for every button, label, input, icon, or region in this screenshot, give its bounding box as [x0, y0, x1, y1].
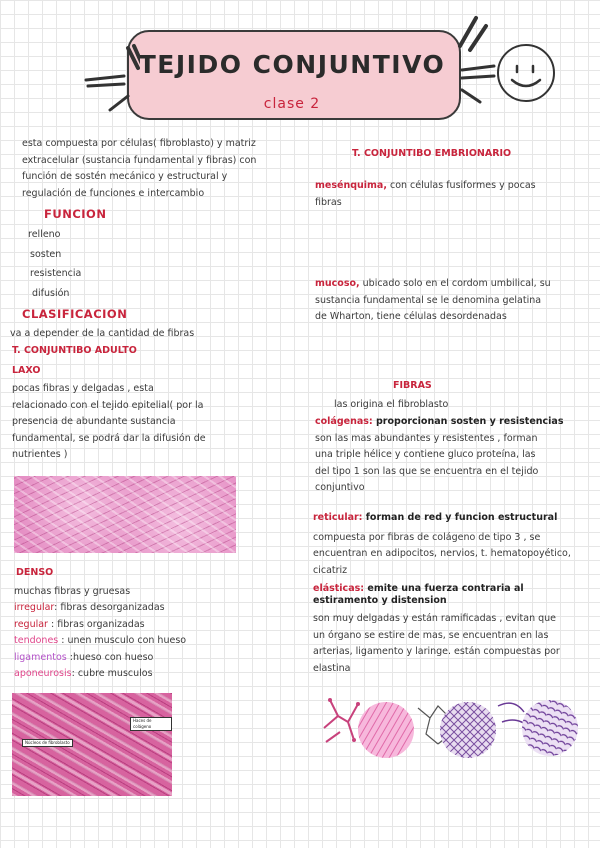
denso-list [14, 600, 186, 683]
elasticas-summary: emite una fuerza contraria al [364, 583, 524, 594]
funcion-item: difusión [32, 287, 70, 299]
embrionario-heading: T. CONJUNTIBO EMBRIONARIO [352, 148, 512, 159]
reticular-block [313, 510, 600, 579]
reticular-line: encuentran en adipocitos, nervios, t. hematopoyético, [313, 548, 571, 559]
intro-line: regulación de funciones e intercambio [22, 187, 205, 199]
mesenquima-line: fibras [315, 196, 342, 208]
laxo-line: nutrientes ) [12, 449, 68, 460]
page-subtitle: clase 2 [263, 96, 321, 112]
reticular-line: compuesta por fibras de colágeno de tipo 3 , se [313, 531, 541, 543]
funcion-heading: FUNCION [44, 207, 107, 221]
fiber-types-illustration [318, 688, 588, 768]
adulto-heading: T. CONJUNTIBO ADULTO [12, 345, 137, 356]
denso-desc: :hueso con hueso [66, 651, 154, 663]
denso-term: irregular [14, 602, 55, 613]
denso-item [14, 650, 186, 667]
denso-item [14, 633, 186, 650]
denso-desc: : cubre musculos [71, 668, 153, 679]
colagenas-line: del tipo 1 son las que se encuentra en el tejido [315, 465, 539, 477]
mucoso-line: sustancia fundamental se le denomina gelatina [315, 294, 542, 306]
funcion-item: resistencia [30, 268, 82, 279]
mucoso-desc: ubicado solo en el cordom umbilical, su [359, 278, 551, 289]
intro-line: función de sostén mecánico y estructural y [22, 171, 228, 182]
denso-term: aponeurosis [14, 668, 72, 679]
reticular-title [313, 510, 600, 527]
denso-term: regular [14, 618, 48, 630]
mucoso-line: de Wharton, tiene células desordenadas [315, 311, 507, 322]
loose-tissue-micrograph [14, 476, 236, 553]
smiley-face-icon [495, 42, 557, 104]
emphasis-lines-left-icon [80, 40, 140, 120]
denso-heading: DENSO [16, 567, 54, 578]
elasticas-line: son muy delgadas y están ramificadas , evitan que [313, 613, 557, 624]
fibras-origin: las origina el fibroblasto [334, 399, 449, 410]
reticular-summary: forman de red y funcion estructural [362, 512, 558, 523]
denso-desc: : unen musculo con hueso [58, 635, 187, 646]
funcion-list [28, 225, 81, 303]
elasticas-summary-2: estiramento y distension [313, 595, 447, 606]
laxo-line: relacionado con el tejido epitelial( por la [12, 399, 204, 411]
intro-line: esta compuesta por células( fibroblasto) y matriz [22, 138, 256, 149]
colagenas-line: son las mas abundantes y resistentes , forman [315, 432, 538, 444]
colagenas-title [315, 414, 600, 431]
colagenas-block [315, 414, 600, 497]
laxo-text [12, 381, 252, 464]
intro-line: extracelular (sustancia fundamental y fibras) con [22, 154, 257, 166]
elasticas-line: arterias, ligamento y laringe. están compuestas por [313, 646, 560, 657]
reticular-line: cicatriz [313, 564, 348, 576]
colagenas-line: conjuntivo [315, 482, 365, 493]
denso-item [14, 600, 186, 617]
mesenquima-desc: con células fusiformes y pocas [386, 180, 536, 191]
clasificacion-heading: CLASIFICACION [22, 307, 128, 321]
colagenas-summary: proporcionan sosten y resistencias [372, 416, 564, 427]
funcion-item: sosten [30, 248, 62, 260]
colagenas-line: una triple hélice y contiene gluco proteína, las [315, 449, 536, 460]
denso-term: ligamentos [14, 651, 67, 663]
laxo-heading: LAXO [12, 365, 41, 376]
elasticas-line: elastina [313, 662, 351, 674]
elasticas-term: elásticas: [313, 583, 365, 594]
micro-label: Núcleos de fibroblasto [22, 739, 73, 747]
dense-tissue-micrograph [12, 693, 172, 796]
laxo-line: fundamental, se podrá dar la difusión de [12, 432, 206, 444]
funcion-item: relleno [28, 229, 61, 240]
reticular-term: reticular: [313, 512, 363, 523]
denso-item [14, 617, 186, 634]
clasificacion-line: va a depender de la cantidad de fibras [10, 328, 195, 339]
mesenquima-text [315, 178, 585, 211]
micro-label: Haces de colágeno [130, 717, 172, 731]
denso-line: muchas fibras y gruesas [14, 586, 131, 597]
mesenquima-term: mesénquima, [315, 180, 387, 191]
page-title: TEJIDO CONJUNTIVO [138, 50, 446, 79]
laxo-line: presencia de abundante sustancia [12, 416, 176, 427]
denso-desc: : fibras organizadas [47, 618, 145, 630]
denso-item [14, 666, 186, 683]
elasticas-block [313, 583, 600, 677]
mucoso-text [315, 276, 595, 326]
denso-desc: : fibras desorganizadas [54, 602, 165, 613]
laxo-line: pocas fibras y delgadas , esta [12, 383, 154, 394]
intro-text [22, 136, 312, 202]
colagenas-term: colágenas: [315, 416, 373, 427]
mesenquima-line [315, 178, 585, 195]
fibras-heading: FIBRAS [393, 380, 432, 391]
denso-term: tendones [14, 635, 59, 646]
elasticas-title [313, 583, 600, 595]
mucoso-term: mucoso, [315, 278, 360, 289]
elasticas-line: un órgano se estire de mas, se encuentran en las [313, 629, 549, 641]
mucoso-line [315, 276, 595, 293]
